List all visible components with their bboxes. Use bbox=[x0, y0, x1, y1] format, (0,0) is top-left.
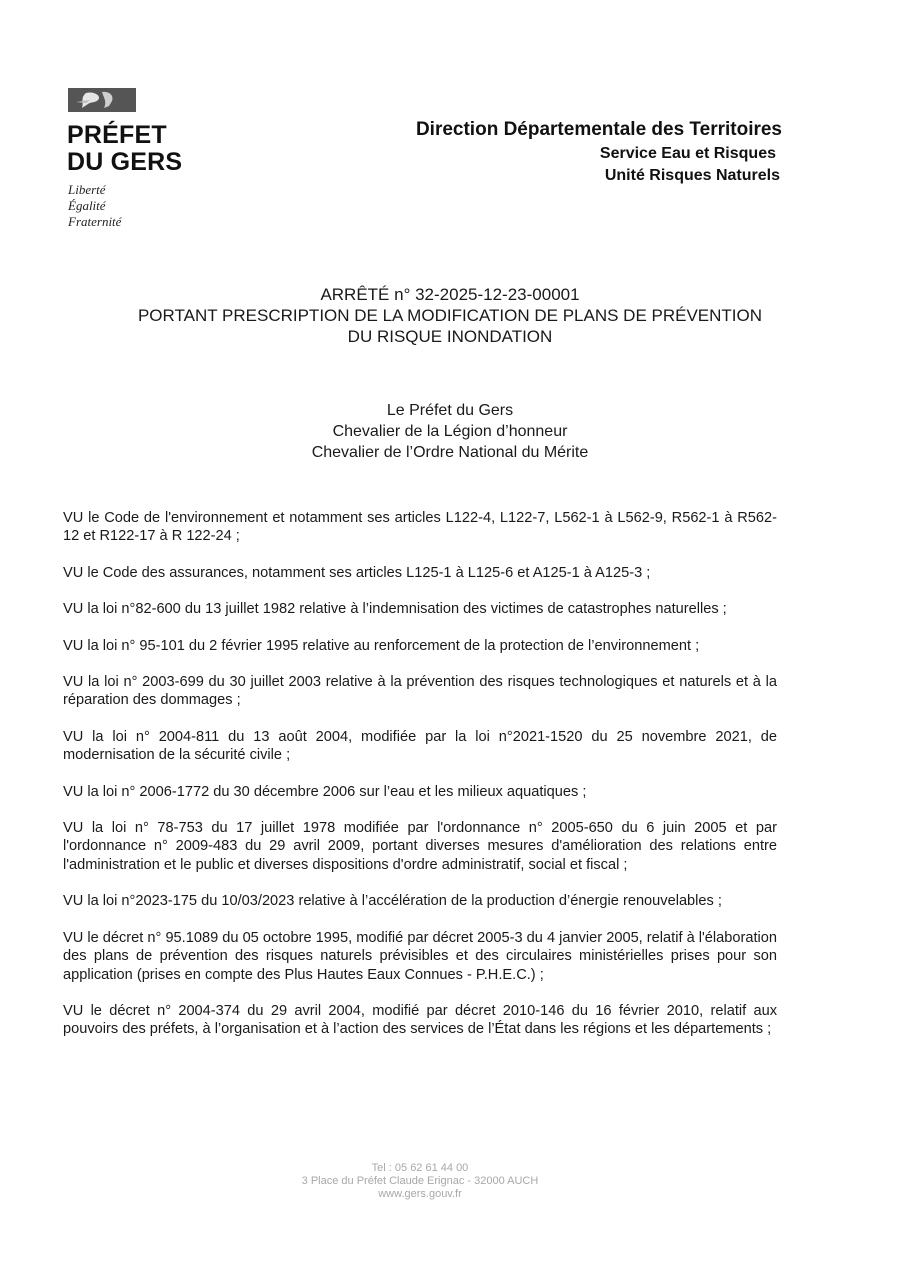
motto-egalite: Égalité bbox=[68, 198, 106, 213]
authority-block bbox=[60, 400, 840, 463]
prefet-logo-title bbox=[67, 122, 182, 176]
arrete-subject-line1: PORTANT PRESCRIPTION DE LA MODIFICATION DE PLANS DE PRÉVENTION bbox=[137, 306, 763, 325]
consideration-item: VU la loi n° 2006-1772 du 30 décembre 2006 sur l’eau et les milieux aquatiques ; bbox=[63, 783, 587, 800]
arrete-number: ARRÊTÉ n° 32-2025-12-23-00001 bbox=[320, 285, 580, 304]
consideration-item: VU le Code de l'environnement et notamment ses articles L122-4, L122-7, L562-1 à L562-9, R562-1 à R562-12 et R122-17 à R 122-24 ; bbox=[63, 510, 777, 545]
authority-line3: Chevalier de l’Ordre National du Mérite bbox=[311, 444, 589, 461]
consideration-item: VU la loi n° 2004-811 du 13 août 2004, modifiée par la loi n°2021-1520 du 25 novembre 2021, de modernisation de la sécurité civile ; bbox=[63, 728, 777, 764]
consideration-item: VU la loi n° 78-753 du 17 juillet 1978 modifiée par l'ordonnance n° 2005-650 du 6 juin 2005 et par l'ordonnance n° 2009-483 du 29 avril 2009, portant diverses mesures d'amélioration des relations entre l'administration et le public et diverses dispositions d'ordre administratif, social et fiscal ; bbox=[63, 820, 777, 873]
page-footer bbox=[230, 1162, 610, 1201]
consideration-item: VU la loi n°2023-175 du 10/03/2023 relative à l’accélération de la production d’énergie renouvelables ; bbox=[63, 893, 722, 910]
motto-fraternite: Fraternité bbox=[68, 214, 122, 229]
direction-name: Direction Départementale des Territoires bbox=[415, 119, 782, 140]
republic-motto bbox=[68, 182, 121, 230]
issuing-service bbox=[416, 119, 782, 187]
consideration-item: VU la loi n° 95-101 du 2 février 1995 relative au renforcement de la protection de l’environnement ; bbox=[63, 637, 700, 654]
considerations-list bbox=[63, 509, 777, 1057]
marianne-icon bbox=[68, 88, 136, 112]
footer-website: www.gers.gouv.fr bbox=[378, 1188, 462, 1200]
consideration-item: VU le décret n° 2004-374 du 29 avril 2004, modifié par décret 2010-146 du 16 février 2010, relatif aux pouvoirs des préfets, à l’organisation et à l’action des services de l’État dans les régions et les départements ; bbox=[63, 1002, 777, 1038]
footer-address: 3 Place du Préfet Claude Erignac - 32000 AUCH bbox=[301, 1175, 539, 1187]
unit-name: Unité Risques Naturels bbox=[604, 167, 780, 184]
consideration-item: VU la loi n° 2003-699 du 30 juillet 2003 relative à la prévention des risques technologiques et naturels et à la réparation des dommages ; bbox=[63, 674, 777, 709]
logo-title-line1: PRÉFET bbox=[67, 121, 167, 149]
authority-line2: Chevalier de la Légion d’honneur bbox=[332, 423, 568, 440]
consideration-item: VU la loi n°82-600 du 13 juillet 1982 relative à l’indemnisation des victimes de catastrophes naturelles ; bbox=[63, 601, 727, 618]
arrete-subject-line2: DU RISQUE INONDATION bbox=[347, 327, 553, 346]
consideration-item: VU le Code des assurances, notamment ses articles L125-1 à L125-6 et A125-1 à A125-3 ; bbox=[63, 564, 651, 581]
footer-phone: Tel : 05 62 61 44 00 bbox=[371, 1162, 469, 1174]
motto-liberte: Liberté bbox=[68, 182, 106, 197]
service-name: Service Eau et Risques bbox=[599, 145, 776, 162]
logo-title-line2: DU GERS bbox=[67, 148, 183, 176]
consideration-item: VU le décret n° 95.1089 du 05 octobre 1995, modifié par décret 2005-3 du 4 janvier 2005, relatif à l'élaboration des plans de prévention des risques naturels prévisibles et des circulaires ministérielles prises pour son application (prises en compte des Plus Hautes Eaux Connues - P.H.E.C.) ; bbox=[63, 929, 777, 983]
arrete-title bbox=[60, 284, 840, 347]
authority-line1: Le Préfet du Gers bbox=[386, 402, 514, 419]
